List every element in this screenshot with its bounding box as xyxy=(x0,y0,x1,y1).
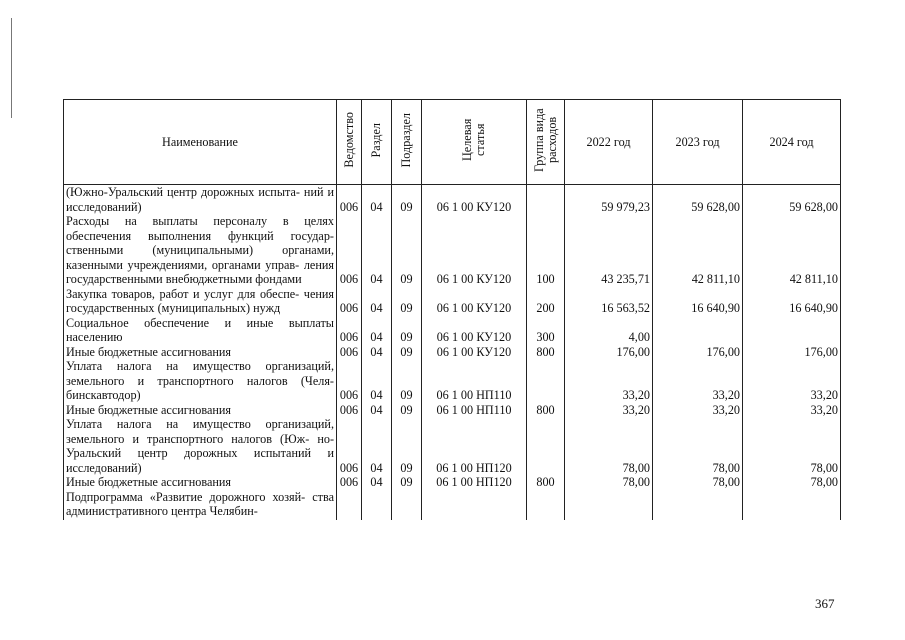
cell-2023 xyxy=(653,490,743,520)
margin-line xyxy=(11,18,12,118)
cell-target: 06 1 00 КУ120 xyxy=(422,316,527,345)
header-dept: Ведомство xyxy=(337,100,362,185)
cell-2024: 42 811,10 xyxy=(743,214,841,287)
cell-2024: 16 640,90 xyxy=(743,287,841,316)
cell-2022: 4,00 xyxy=(565,316,653,345)
cell-target: 06 1 00 НП120 xyxy=(422,475,527,490)
cell-section: 04 xyxy=(362,417,392,475)
cell-section: 04 xyxy=(362,214,392,287)
table-row xyxy=(64,490,841,520)
cell-target: 06 1 00 КУ120 xyxy=(422,287,527,316)
cell-target: 06 1 00 НП120 xyxy=(422,417,527,475)
table-row xyxy=(64,475,841,490)
cell-name: Подпрограмма «Развитие дорожного хозяй- ства административного центра Челябин- xyxy=(64,490,337,520)
cell-group xyxy=(527,490,565,520)
cell-2024: 176,00 xyxy=(743,345,841,360)
cell-subsection: 09 xyxy=(392,417,422,475)
cell-2022: 43 235,71 xyxy=(565,214,653,287)
header-name: Наименование xyxy=(64,100,337,185)
header-2022: 2022 год xyxy=(565,100,653,185)
cell-name: Социальное обеспечение и иные выплаты населению xyxy=(64,316,337,345)
cell-dept: 006 xyxy=(337,359,362,403)
cell-2023 xyxy=(653,316,743,345)
cell-group: 800 xyxy=(527,475,565,490)
cell-2022: 78,00 xyxy=(565,417,653,475)
cell-subsection: 09 xyxy=(392,345,422,360)
cell-subsection xyxy=(392,490,422,520)
cell-section: 04 xyxy=(362,185,392,215)
cell-dept: 006 xyxy=(337,214,362,287)
cell-dept: 006 xyxy=(337,403,362,418)
cell-2023: 176,00 xyxy=(653,345,743,360)
cell-group: 100 xyxy=(527,214,565,287)
page-number: 367 xyxy=(815,596,835,611)
cell-subsection: 09 xyxy=(392,214,422,287)
cell-name: Уплата налога на имущество организаций, земельного и транспортного налогов (Челя- бинскавтодор) xyxy=(64,359,337,403)
cell-section: 04 xyxy=(362,316,392,345)
cell-subsection: 09 xyxy=(392,475,422,490)
cell-2024: 33,20 xyxy=(743,359,841,403)
cell-target: 06 1 00 НП110 xyxy=(422,359,527,403)
cell-name: (Южно-Уральский центр дорожных испыта- ний и исследований) xyxy=(64,185,337,215)
cell-section: 04 xyxy=(362,359,392,403)
cell-2023: 16 640,90 xyxy=(653,287,743,316)
cell-name: Расходы на выплаты персоналу в целях обеспечения выполнения функций государ- ственными (муниципальными) органами, казенными учреждениями, органами управ- ления государственными внебюджетными фондами xyxy=(64,214,337,287)
header-2024: 2024 год xyxy=(743,100,841,185)
table-row xyxy=(64,287,841,316)
table-row xyxy=(64,417,841,475)
cell-name: Иные бюджетные ассигнования xyxy=(64,403,337,418)
cell-2023: 33,20 xyxy=(653,359,743,403)
cell-section: 04 xyxy=(362,345,392,360)
cell-subsection: 09 xyxy=(392,359,422,403)
cell-dept: 006 xyxy=(337,287,362,316)
cell-target: 06 1 00 КУ120 xyxy=(422,214,527,287)
cell-group: 800 xyxy=(527,345,565,360)
cell-section xyxy=(362,490,392,520)
cell-subsection: 09 xyxy=(392,185,422,215)
cell-subsection: 09 xyxy=(392,287,422,316)
cell-section: 04 xyxy=(362,287,392,316)
table-row xyxy=(64,359,841,403)
cell-2024: 78,00 xyxy=(743,475,841,490)
cell-subsection: 09 xyxy=(392,403,422,418)
cell-2023: 78,00 xyxy=(653,475,743,490)
cell-section: 04 xyxy=(362,403,392,418)
budget-table xyxy=(63,99,841,520)
cell-name: Иные бюджетные ассигнования xyxy=(64,345,337,360)
cell-group xyxy=(527,417,565,475)
cell-2022: 59 979,23 xyxy=(565,185,653,215)
cell-2023: 33,20 xyxy=(653,403,743,418)
cell-name: Уплата налога на имущество организаций, земельного и транспортного налогов (Юж- но-Уральский центр дорожных испытаний и исследований) xyxy=(64,417,337,475)
cell-section: 04 xyxy=(362,475,392,490)
cell-name: Закупка товаров, работ и услуг для обеспе- чения государственных (муниципальных) нужд xyxy=(64,287,337,316)
cell-dept: 006 xyxy=(337,345,362,360)
cell-2022: 176,00 xyxy=(565,345,653,360)
cell-target: 06 1 00 НП110 xyxy=(422,403,527,418)
cell-2023: 78,00 xyxy=(653,417,743,475)
cell-group: 800 xyxy=(527,403,565,418)
cell-dept: 006 xyxy=(337,475,362,490)
table-row xyxy=(64,316,841,345)
table-row xyxy=(64,214,841,287)
cell-2024: 33,20 xyxy=(743,403,841,418)
cell-2023: 59 628,00 xyxy=(653,185,743,215)
header-target: Целевая статья xyxy=(422,100,527,185)
header-subsection: Подраздел xyxy=(392,100,422,185)
cell-target: 06 1 00 КУ120 xyxy=(422,345,527,360)
cell-dept: 006 xyxy=(337,316,362,345)
cell-2024 xyxy=(743,490,841,520)
cell-target: 06 1 00 КУ120 xyxy=(422,185,527,215)
table-row xyxy=(64,345,841,360)
cell-group xyxy=(527,359,565,403)
header-2023: 2023 год xyxy=(653,100,743,185)
table-row xyxy=(64,403,841,418)
header-group: Группа вида расходов xyxy=(527,100,565,185)
cell-2023: 42 811,10 xyxy=(653,214,743,287)
header-section: Раздел xyxy=(362,100,392,185)
cell-target xyxy=(422,490,527,520)
cell-2022: 78,00 xyxy=(565,475,653,490)
table-row xyxy=(64,185,841,215)
cell-2024: 78,00 xyxy=(743,417,841,475)
cell-2022 xyxy=(565,490,653,520)
cell-2022: 33,20 xyxy=(565,403,653,418)
cell-name: Иные бюджетные ассигнования xyxy=(64,475,337,490)
cell-group: 300 xyxy=(527,316,565,345)
cell-2022: 33,20 xyxy=(565,359,653,403)
cell-subsection: 09 xyxy=(392,316,422,345)
cell-dept: 006 xyxy=(337,185,362,215)
cell-dept xyxy=(337,490,362,520)
cell-group: 200 xyxy=(527,287,565,316)
cell-2022: 16 563,52 xyxy=(565,287,653,316)
table-body xyxy=(64,185,841,520)
table-header-row xyxy=(64,100,841,185)
cell-group xyxy=(527,185,565,215)
cell-dept: 006 xyxy=(337,417,362,475)
cell-2024 xyxy=(743,316,841,345)
cell-2024: 59 628,00 xyxy=(743,185,841,215)
